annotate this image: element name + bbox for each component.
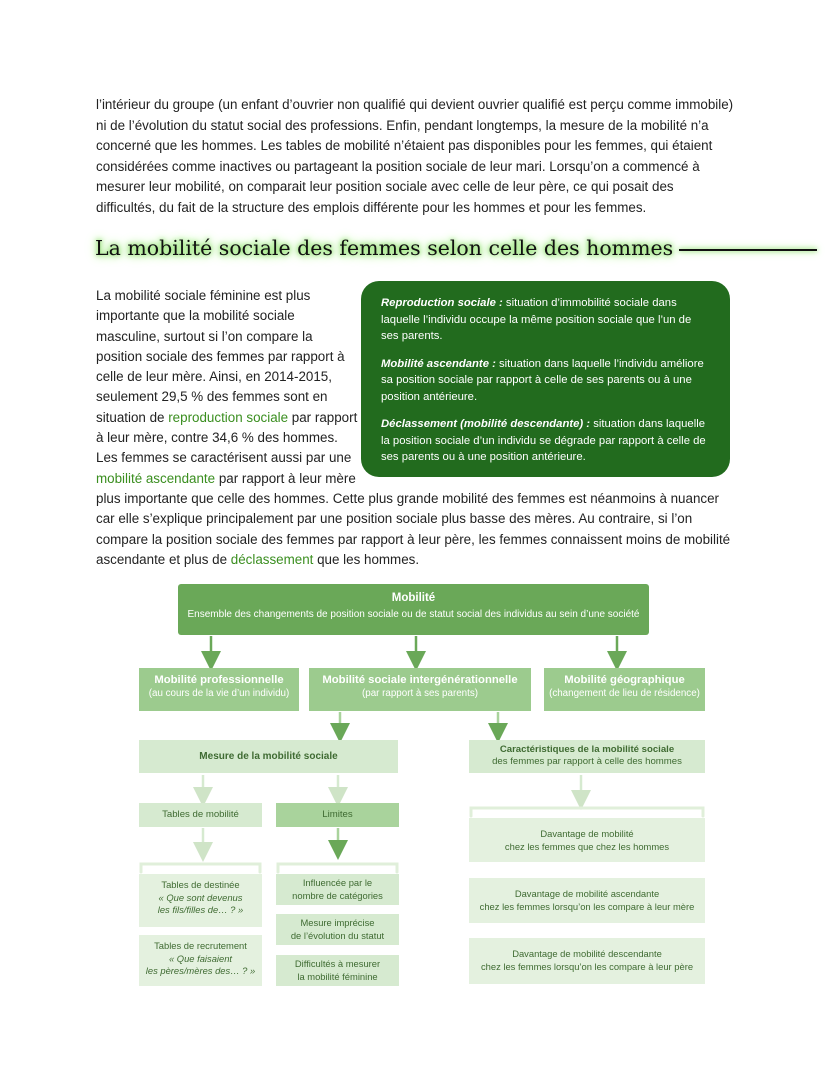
body-text: que les hommes.	[313, 551, 420, 567]
diagram-line: la mobilité féminine	[297, 970, 378, 982]
diagram-caracteristiques	[469, 740, 705, 773]
diagram-limite-feminine	[276, 955, 399, 986]
diagram-line: les pères/mères des… ? »	[145, 965, 256, 976]
diagram-line: Difficultés à mesurer	[294, 958, 381, 969]
diagram-limite-categories	[276, 874, 399, 905]
diagram-line: « Que sont devenus	[158, 891, 243, 903]
diagram-line: chez les femmes lorsqu’on les compare à leur mère	[479, 900, 695, 912]
diagram-mobilite-geographique	[544, 668, 705, 711]
definition-term: Mobilité ascendante :	[381, 357, 496, 370]
diagram-line: de l’évolution du statut	[290, 929, 385, 941]
diagram-tables-mobilite: Tables de mobilité	[139, 803, 262, 827]
diagram-line: Davantage de mobilité descendante	[512, 948, 662, 959]
diagram-node-title: Mobilité sociale intergénérationnelle	[322, 674, 518, 686]
section-title-text: La mobilité sociale des femmes selon celle des hommes	[95, 236, 674, 260]
diagram-line: « Que faisaient	[168, 952, 233, 964]
diagram-line: Mesure imprécise	[300, 917, 375, 928]
diagram-line: Tables de recrutement	[154, 940, 247, 951]
diagram-line: chez les femmes que chez les hommes	[504, 840, 670, 852]
diagram-node-title: Mobilité professionnelle	[154, 674, 284, 686]
definition-text: situation dans laquelle la position sociale d’un individu se dégrade par rapport à celle de ses parents ou à une position antérieure.	[381, 418, 706, 463]
body-text: La mobilité sociale féminine est plus importante que la mobilité sociale masculine, surtout si l’on compare la position sociale des femmes par rapport à celle de leur mère. Ainsi, en 2014-2015, seulement 29,5 % des femmes sont en situation de	[96, 288, 345, 425]
diagram-mobilite-intergenerationnelle	[309, 668, 531, 711]
intro-paragraph: l’intérieur du groupe (un enfant d’ouvrier non qualifié qui devient ouvrier qualifié est perçu comme immobile) ni de l’évolution du statut social des professions. Enfin, pendant longtemps, la mesure de la mobilité n’a concerné que les hommes. Les tables de mobilité n’étaient pas disponibles pour les femmes, qui étaient considérées comme inactives ou partageant la position sociale de leur mari. Lorsqu’on a commencé à mesurer leur mobilité, on comparait leur position sociale avec celle de leur père, ce qui posait des difficultés, du fait de la structure des emplois différente pour les hommes et pour les femmes.	[96, 97, 734, 215]
diagram-result-descendante	[469, 938, 705, 984]
diagram-root-title: Mobilité	[391, 592, 436, 604]
diagram-line: Davantage de mobilité ascendante	[514, 888, 660, 899]
diagram-result-mobilite	[469, 818, 705, 862]
diagram-node-subtitle: (par rapport à ses parents)	[362, 688, 478, 699]
diagram-line: les fils/filles de… ? »	[157, 904, 244, 915]
body-text: par rapport à leur mère, contre 34,6 % des hommes. Les femmes se caractérisent aussi par une	[96, 409, 358, 466]
diagram-node-title: Mobilité géographique	[564, 674, 685, 686]
definition-term: Reproduction sociale :	[381, 297, 503, 309]
diagram-limite-imprecise	[276, 914, 399, 945]
definition-text: situation d’immobilité sociale dans laquelle l’individu occupe la même position sociale que l’un de ses parents.	[381, 297, 692, 342]
diagram-line: chez les femmes lorsqu’on les compare à leur père	[480, 960, 694, 972]
definition-term: Déclassement (mobilité descendante) :	[381, 418, 591, 430]
diagram-root-subtitle: Ensemble des changements de position sociale ou de statut social des individus au sein d’une société	[187, 609, 640, 620]
diagram-mobilite-professionnelle	[139, 668, 299, 711]
diagram-line: Davantage de mobilité	[540, 828, 634, 839]
diagram-mesure: Mesure de la mobilité sociale	[139, 740, 398, 773]
diagram-tables-destinee	[139, 874, 262, 927]
diagram-limites: Limites	[276, 803, 399, 827]
diagram-node-subtitle: (au cours de la vie d’un individu)	[148, 688, 290, 699]
diagram-line: Tables de destinée	[161, 879, 240, 890]
diagram-line: Influencée par le	[302, 877, 373, 888]
definition-text: situation dans laquelle l’individu améliore sa position sociale par rapport à celle de ses parents ou à une position antérieure.	[381, 357, 704, 403]
diagram-node-title: Caractéristiques de la mobilité sociale	[499, 744, 675, 755]
diagram-result-ascendante	[469, 878, 705, 923]
diagram-line: nombre de catégories	[292, 889, 383, 901]
keyword-reproduction-sociale: reproduction sociale	[168, 409, 289, 425]
diagram-tables-recrutement	[139, 935, 262, 986]
diagram-node-subtitle: (changement de lieu de résidence)	[549, 688, 700, 699]
keyword-declassement: déclassement	[230, 551, 314, 567]
keyword-mobilite-ascendante: mobilité ascendante	[96, 470, 216, 486]
body-text: plus importante que celle des hommes. Cette plus grande mobilité des femmes est néanmoins à nuancer car elle s’explique principalement par une position sociale plus basse des mères. Au contraire, si l’on compare la position sociale des femmes par rapport à leur père, les femmes connaissent moins de mobilité ascendante et plus de	[96, 491, 731, 567]
diagram-node-subtitle: des femmes par rapport à celle des hommes	[492, 756, 682, 767]
diagram-root-mobilite	[178, 584, 649, 635]
body-text: par rapport à leur mère	[215, 470, 356, 486]
